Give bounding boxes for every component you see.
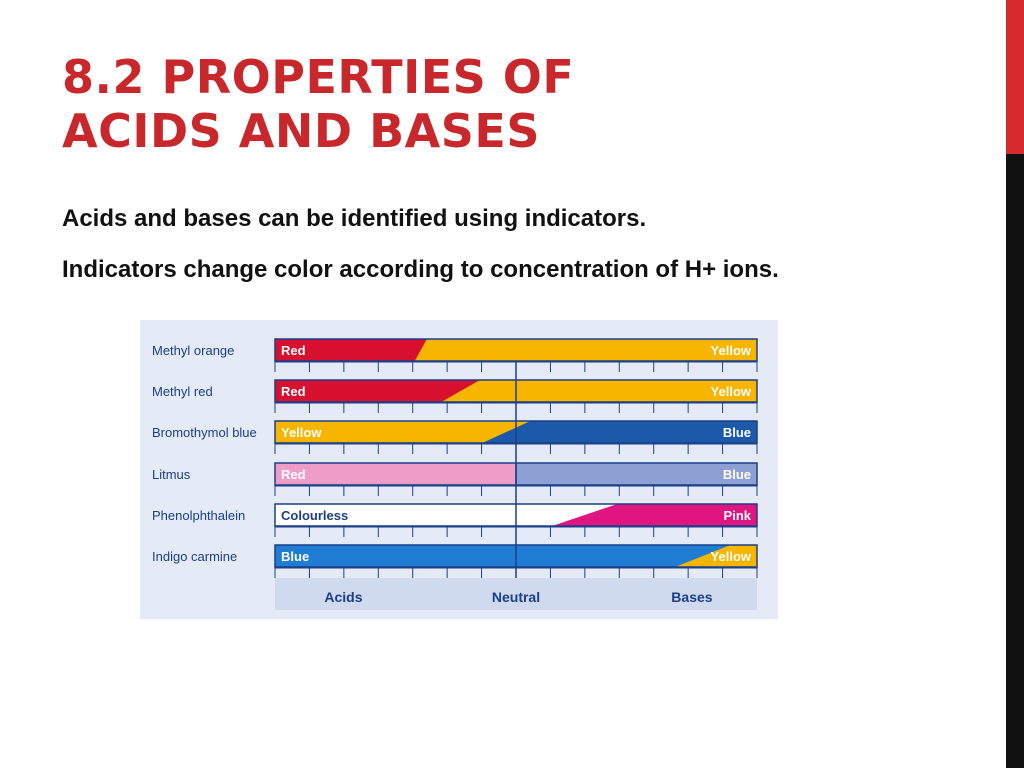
indicator-name-label: Litmus xyxy=(152,467,191,482)
acid-color-label: Red xyxy=(281,343,306,358)
title-line-1: 8.2 PROPERTIES OF xyxy=(62,50,575,104)
title-line-2: ACIDS AND BASES xyxy=(62,104,540,158)
axis-label-bases: Bases xyxy=(671,589,713,605)
acid-color-label: Red xyxy=(281,467,306,482)
slide-title xyxy=(62,50,574,158)
axis-label-acids: Acids xyxy=(324,589,363,605)
base-color-label: Yellow xyxy=(710,384,751,399)
acid-color-label: Red xyxy=(281,384,306,399)
indicator-name-label: Bromothymol blue xyxy=(152,425,257,440)
axis-label-neutral: Neutral xyxy=(491,589,541,605)
base-color-label: Blue xyxy=(722,425,751,440)
acid-color-region xyxy=(275,545,730,567)
indicator-chart-svg xyxy=(140,320,778,619)
accent-bar-red xyxy=(1006,0,1024,154)
indicator-name-label: Methyl red xyxy=(152,384,213,399)
indicator-name-label: Phenolphthalein xyxy=(152,508,246,523)
acid-color-label: Blue xyxy=(281,549,310,564)
indicator-name-label: Indigo carmine xyxy=(152,549,238,564)
paragraph-indicators: Acids and bases can be identified using indicators. xyxy=(62,205,647,232)
acid-color-region xyxy=(275,463,516,485)
paragraph-color-change: Indicators change color according to concentration of H+ ions. xyxy=(62,256,779,283)
base-color-label: Yellow xyxy=(710,343,751,358)
acid-color-label: Yellow xyxy=(281,425,322,440)
acid-color-label: Colourless xyxy=(281,508,349,523)
accent-bar-black xyxy=(1006,154,1024,768)
base-color-label: Yellow xyxy=(710,549,751,564)
base-color-label: Pink xyxy=(723,508,751,523)
base-color-label: Blue xyxy=(722,467,751,482)
indicator-name-label: Methyl orange xyxy=(152,343,235,358)
indicator-chart xyxy=(140,320,778,619)
